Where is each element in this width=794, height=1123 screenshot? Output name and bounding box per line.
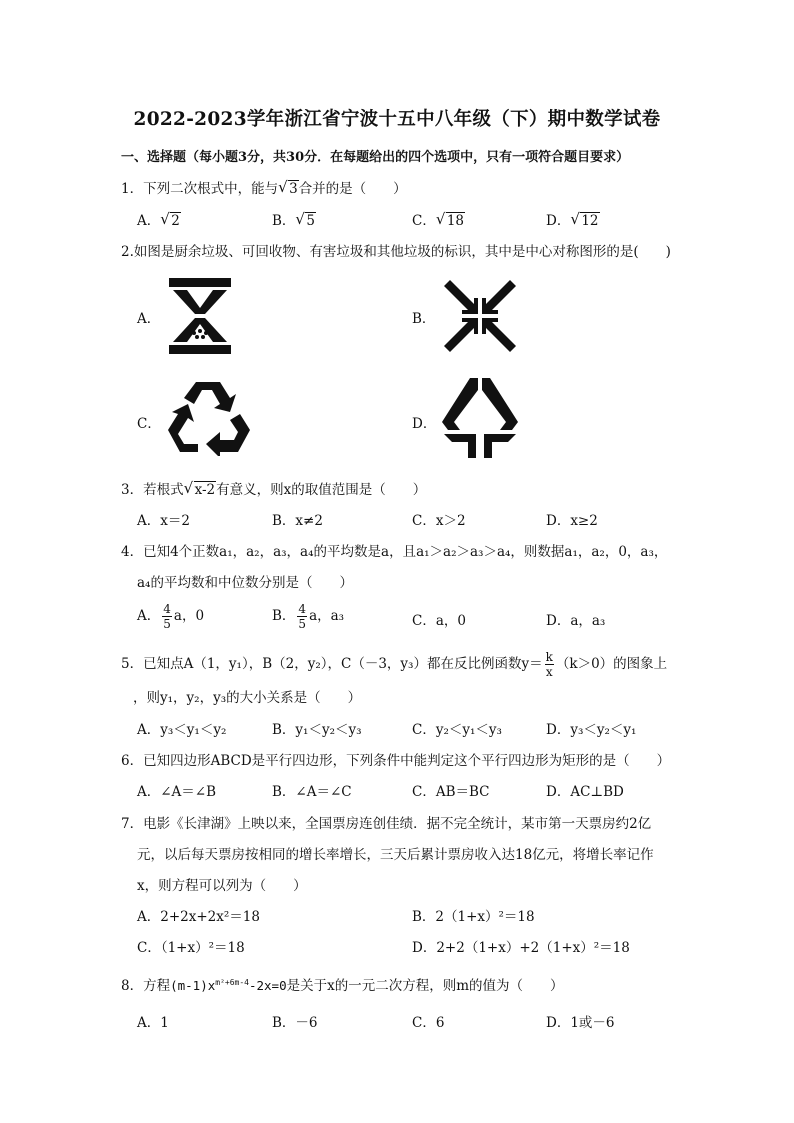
question-7-line-3: x，则方程可以列为（ ）: [137, 878, 307, 894]
recycling-icon: [164, 378, 254, 456]
q7-option-d: D．2+2（1+x）+2（1+x）²＝18: [412, 940, 630, 956]
q8-option-a: A．1: [137, 1015, 169, 1031]
q3-option-b: B．x≠2: [272, 513, 323, 529]
q4-option-c: C．a，0: [412, 613, 466, 629]
q6-option-d: D．AC⊥BD: [546, 784, 624, 800]
q6-option-a: A．∠A＝∠B: [137, 784, 217, 800]
q8-option-c: C．6: [412, 1015, 445, 1031]
hazardous-waste-icon: [440, 276, 520, 356]
q5-option-b: B．y₁＜y₂＜y₃: [272, 722, 362, 738]
q5-option-d: D．y₃＜y₂＜y₁: [546, 722, 637, 738]
q7-option-a: A．2+2x+2x²＝18: [137, 909, 260, 925]
page-title: 2022-2023学年浙江省宁波十五中八年级（下）期中数学试卷: [133, 109, 661, 130]
q2-label-a: A．: [137, 311, 161, 327]
question-1-stem: 1．下列二次根式中，能与 √ 3合并的是（ ）: [121, 178, 407, 197]
question-4-line-2: a₄的平均数和中位数分别是（ ）: [137, 575, 353, 591]
q2-label-c: C．: [137, 416, 161, 432]
radical: √ 3: [278, 178, 298, 197]
question-2-stem: 2.如图是厨余垃圾、可回收物、有害垃圾和其他垃圾的标识，其中是中心对称图形的是( ): [121, 244, 671, 260]
q4-option-d: D．a，a₃: [546, 613, 606, 629]
radical: √ x-2: [183, 479, 216, 498]
q6-option-b: B．∠A＝∠C: [272, 784, 352, 800]
q4-option-a: A． $\frac{4}{5}$ a，0: [137, 602, 205, 631]
q5-option-c: C．y₂＜y₁＜y₃: [412, 722, 502, 738]
q1-option-b: B． √ 5: [272, 210, 316, 229]
q4-option-b: B． $\frac{4}{5}$ a，a₃: [272, 602, 345, 631]
question-4-line-1: 4．已知4个正数a₁，a₂，a₃，a₄的平均数是a，且a₁＞a₂＞a₃＞a₄，则数据a₁，a₂，0，a₃，: [121, 544, 668, 560]
question-3-stem: 3．若根式 √ x-2有意义，则x的取值范围是（ ）: [121, 479, 427, 498]
equation: $(m-1)x^{m^2+6m-4}-2x=0$: [170, 977, 287, 993]
q6-option-c: C．AB＝BC: [412, 784, 490, 800]
question-5-line-1: 5．已知点A（1，y₁），B（2，y₂），C（－3，y₃）都在反比例函数y＝ $\frac{k}{x}$ （k＞0）的图象上: [121, 650, 668, 679]
q1-option-a: A． √ 2: [137, 210, 180, 229]
q3-option-c: C．x＞2: [412, 513, 466, 529]
question-8-stem: 8．方程$(m-1)x^{m^2+6m-4}-2x=0$是关于x的一元二次方程，则m的值为（ ）: [121, 977, 564, 994]
question-5-line-2: ，则y₁，y₂，y₃的大小关系是（ ）: [133, 690, 362, 706]
question-7-line-2: 元，以后每天票房按相同的增长率增长，三天后累计票房收入达18亿元，将增长率记作: [137, 847, 654, 863]
q8-option-d: D．1或－6: [546, 1015, 615, 1031]
q5-option-a: A．y₃＜y₁＜y₂: [137, 722, 227, 738]
section-heading: 一、选择题（每小题3分，共30分．在每题给出的四个选项中，只有一项符合题目要求）: [121, 150, 630, 165]
question-6-stem: 6．已知四边形ABCD是平行四边形，下列条件中能判定这个平行四边形为矩形的是（ ）: [121, 753, 671, 769]
q3-option-d: D．x≥2: [546, 513, 598, 529]
question-7-line-1: 7．电影《长津湖》上映以来，全国票房连创佳绩．据不完全统计，某市第一天票房约2亿: [121, 816, 652, 832]
q7-option-b: B．2（1+x）²＝18: [412, 909, 535, 925]
q3-option-a: A．x＝2: [137, 513, 190, 529]
kitchen-waste-icon: [165, 276, 235, 356]
other-waste-icon: [440, 376, 520, 460]
q1-option-c: C． √ 18: [412, 210, 465, 229]
q2-label-d: D．: [412, 416, 437, 432]
q8-option-b: B．－6: [272, 1015, 318, 1031]
q1-option-d: D． √ 12: [546, 210, 599, 229]
q7-option-c: C．（1+x）²＝18: [137, 940, 245, 956]
q2-label-b: B．: [412, 311, 436, 327]
